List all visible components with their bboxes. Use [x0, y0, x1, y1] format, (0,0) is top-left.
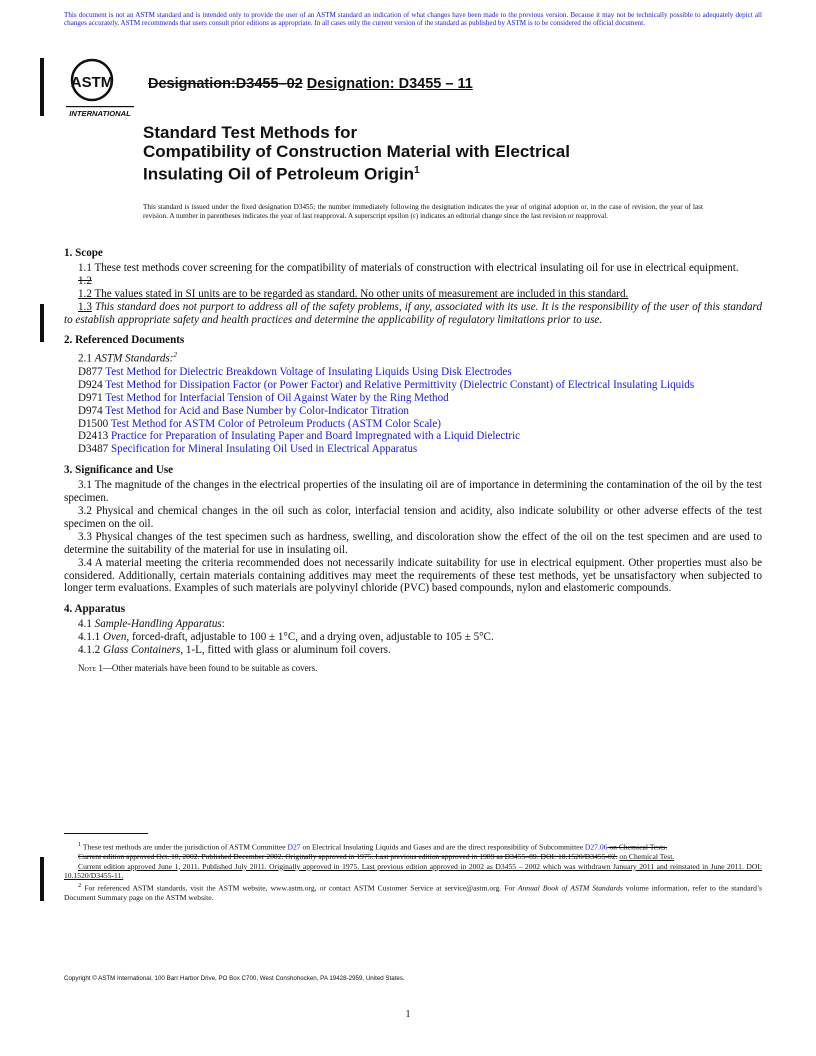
- paragraph-text: :: [221, 618, 225, 631]
- safety-caveat: This standard does not purport to address all of the safety problems, if any, associated with its use. It is the responsibility of the user of this standard to establish appropriate safety and health practices and determine the applicability of regulatory limitations prior to use.: [64, 300, 762, 326]
- logo-caption: INTERNATIONAL: [69, 109, 131, 118]
- term: Sample-Handling Apparatus: [94, 618, 222, 631]
- reference-link[interactable]: Test Method for Acid and Base Number by Color-Indicator Titration: [105, 404, 409, 417]
- section-heading: 4. Apparatus: [64, 603, 126, 616]
- deleted-text: on Chemical Tests.: [607, 842, 668, 852]
- paragraph: 3.4 A material meeting the criteria recommended does not necessarily indicate suitability for use in electrical equipment. Other properties must also be considered. Additionally, certain materials containing additives may meet the requirements of these test methods, yet be unsatisfactory when subjected to longer term evaluations. Examples of such materials are polyvinyl chloride (PVC) based compounds, nylon and elastomeric compounds.: [64, 556, 762, 595]
- paragraph: 1.2 The values stated in SI units are to be regarded as standard. No other units of measurement are included in this standard.: [78, 287, 629, 300]
- footnote-rule: [64, 833, 148, 834]
- inserted-text: on Chemical Test.: [619, 852, 675, 862]
- reference-link[interactable]: Specification for Mineral Insulating Oil Used in Electrical Apparatus: [110, 443, 418, 456]
- paragraph-number: 4.1: [78, 618, 95, 631]
- logo-mark: ASTM: [70, 74, 114, 91]
- paragraph: 3.3 Physical changes of the test specimen such as hardness, swelling, and discoloration show the effect of the oil on the test specimen and are used to determine the suitability of the material for use in insulating oil.: [64, 530, 762, 556]
- reference-link[interactable]: Test Method for ASTM Color of Petroleum Products (ASTM Color Scale): [110, 417, 441, 430]
- change-bar: [40, 304, 44, 342]
- change-bar: [40, 58, 44, 116]
- reference-item: [64, 430, 762, 443]
- reference-link[interactable]: Test Method for Dielectric Breakdown Voltage of Insulating Liquids Using Disk Electrodes: [105, 365, 512, 378]
- reference-code: D877: [78, 365, 103, 378]
- section-heading: 1. Scope: [64, 247, 103, 259]
- footnote-text: For referenced ASTM standards, visit the ASTM website, www.astm.org, or contact ASTM Customer Service at service@astm.org. For: [81, 883, 518, 893]
- reference-item: [64, 366, 762, 379]
- issuance-note: This standard is issued under the fixed designation D3455; the number immediately following the designation indicates the year of original adoption or, in the case of revision, the year of last revision. A number in parentheses indicates the year of last reapproval. A superscript epsilon (ε) indicates an editorial change since the last revision or reapproval.: [143, 203, 703, 221]
- section-heading: 3. Significance and Use: [64, 464, 174, 477]
- deleted-paragraph: 1.2: [78, 274, 92, 287]
- old-designation: Designation:D3455–02: [148, 76, 303, 92]
- document-body: [64, 247, 762, 675]
- paragraph: 3.2 Physical and chemical changes in the oil such as color, interfacial tension and acidity, also indicate solubility or other adverse effects of the test specimen on the oil.: [64, 505, 762, 530]
- note-text: 1—Other materials have been found to be suitable as covers.: [96, 662, 318, 673]
- paragraph-number: 1.3: [78, 300, 92, 313]
- subcommittee-link[interactable]: D27.06: [584, 842, 608, 852]
- note-label: Note: [78, 662, 97, 673]
- footnote-text: These test methods are under the jurisdiction of ASTM Committee: [81, 842, 288, 852]
- paragraph-text: , 1-L, fitted with glass or aluminum foil covers.: [180, 644, 391, 657]
- term: Oven: [102, 631, 127, 644]
- reference-code: D974: [78, 404, 103, 417]
- copyright-line: Copyright © ASTM International, 100 Barr Harbor Drive, PO Box C700, West Conshohocken, PA 19428-2959, United States.: [64, 975, 405, 982]
- designation: [148, 76, 473, 92]
- footnotes: [64, 840, 762, 902]
- reference-list: [64, 366, 762, 456]
- astm-logo: [66, 56, 134, 120]
- reference-code: D1500: [78, 417, 109, 430]
- reference-item: [64, 392, 762, 405]
- reference-code: D2413: [78, 430, 109, 443]
- reference-item: [64, 379, 762, 392]
- page-title: [143, 123, 570, 184]
- paragraph-number: 2.1: [78, 353, 95, 366]
- paragraph-number: 4.1.1: [78, 631, 103, 644]
- footnote-mark: 2: [78, 881, 82, 889]
- reference-link[interactable]: Test Method for Interfacial Tension of Oil Against Water by the Ring Method: [105, 391, 449, 404]
- new-designation: Designation: D3455 – 11: [306, 76, 473, 92]
- footnote-title: Annual Book of ASTM Standards: [517, 883, 623, 893]
- reference-item: [64, 443, 762, 456]
- title-footnote-mark: 1: [414, 165, 420, 176]
- reference-code: D3487: [78, 443, 109, 456]
- paragraph-text: , forced-draft, adjustable to 100 ± 1°C, and a drying oven, adjustable to 105 ± 5°C.: [126, 631, 494, 644]
- title-line-2: Compatibility of Construction Material with Electrical: [143, 142, 570, 161]
- term: Glass Containers: [102, 644, 181, 657]
- footnote-text: on Electrical Insulating Liquids and Gases and are the direct responsibility of Subcommittee: [300, 842, 585, 852]
- paragraph: 1.1 These test methods cover screening for the compatibility of materials of construction with electrical insulating oil for use in electrical equipment.: [78, 261, 739, 274]
- reference-link[interactable]: Practice for Preparation of Insulating Paper and Board Impregnated with a Liquid Dielectric: [110, 430, 521, 443]
- reference-item: [64, 405, 762, 418]
- paragraph-number: 4.1.2: [78, 644, 103, 657]
- title-line-1: Standard Test Methods for: [143, 123, 358, 142]
- committee-link[interactable]: D27: [287, 842, 301, 852]
- title-line-3: Insulating Oil of Petroleum Origin: [143, 164, 415, 184]
- footnote-mark: 2: [173, 351, 177, 360]
- subheading: ASTM Standards:: [94, 353, 174, 366]
- reference-code: D971: [78, 391, 103, 404]
- paragraph: 3.1 The magnitude of the changes in the electrical properties of the insulating oil are of importance in determining the contamination of the oil by the test specimen.: [64, 479, 762, 505]
- footnote-text: volume information, refer to the standard’s Document Summary page on the ASTM website.: [64, 883, 762, 902]
- footnote-mark: 1: [78, 841, 82, 848]
- change-bar: [40, 857, 44, 901]
- page-number: 1: [405, 1009, 411, 1020]
- section-heading: 2. Referenced Documents: [64, 334, 185, 347]
- inserted-text: Current edition approved June 1, 2011. Published July 2011. Originally approved in 1975. Last previous edition approved in 2002 as D3455 – 2002 which was withdrawn January 2011 and reinstated in June 2011. DOI: 10.1520/D3455-11.: [64, 861, 762, 881]
- reference-item: [64, 418, 762, 431]
- revision-notice: This document is not an ASTM standard and is intended only to provide the user of an ASTM standard an indication of what changes have been made to the previous version. Because it may not be technically possible to adequately depict all changes accurately, ASTM recommends that users consult prior editions as appropriate. In all cases only the current version of the standard as published by ASTM is to be considered the official document.: [64, 11, 762, 28]
- reference-code: D924: [78, 378, 103, 391]
- reference-link[interactable]: Test Method for Dissipation Factor (or Power Factor) and Relative Permittivity (Dielectric Constant) of Electrical Insulating Liquids: [105, 378, 695, 391]
- deleted-text: Current edition approved Oct. 10, 2002. Published December 2002. Originally approved in 1975. Last previous edition approved in 1989 as D3455–89. DOI: 10.1520/D3455-02.: [78, 852, 618, 862]
